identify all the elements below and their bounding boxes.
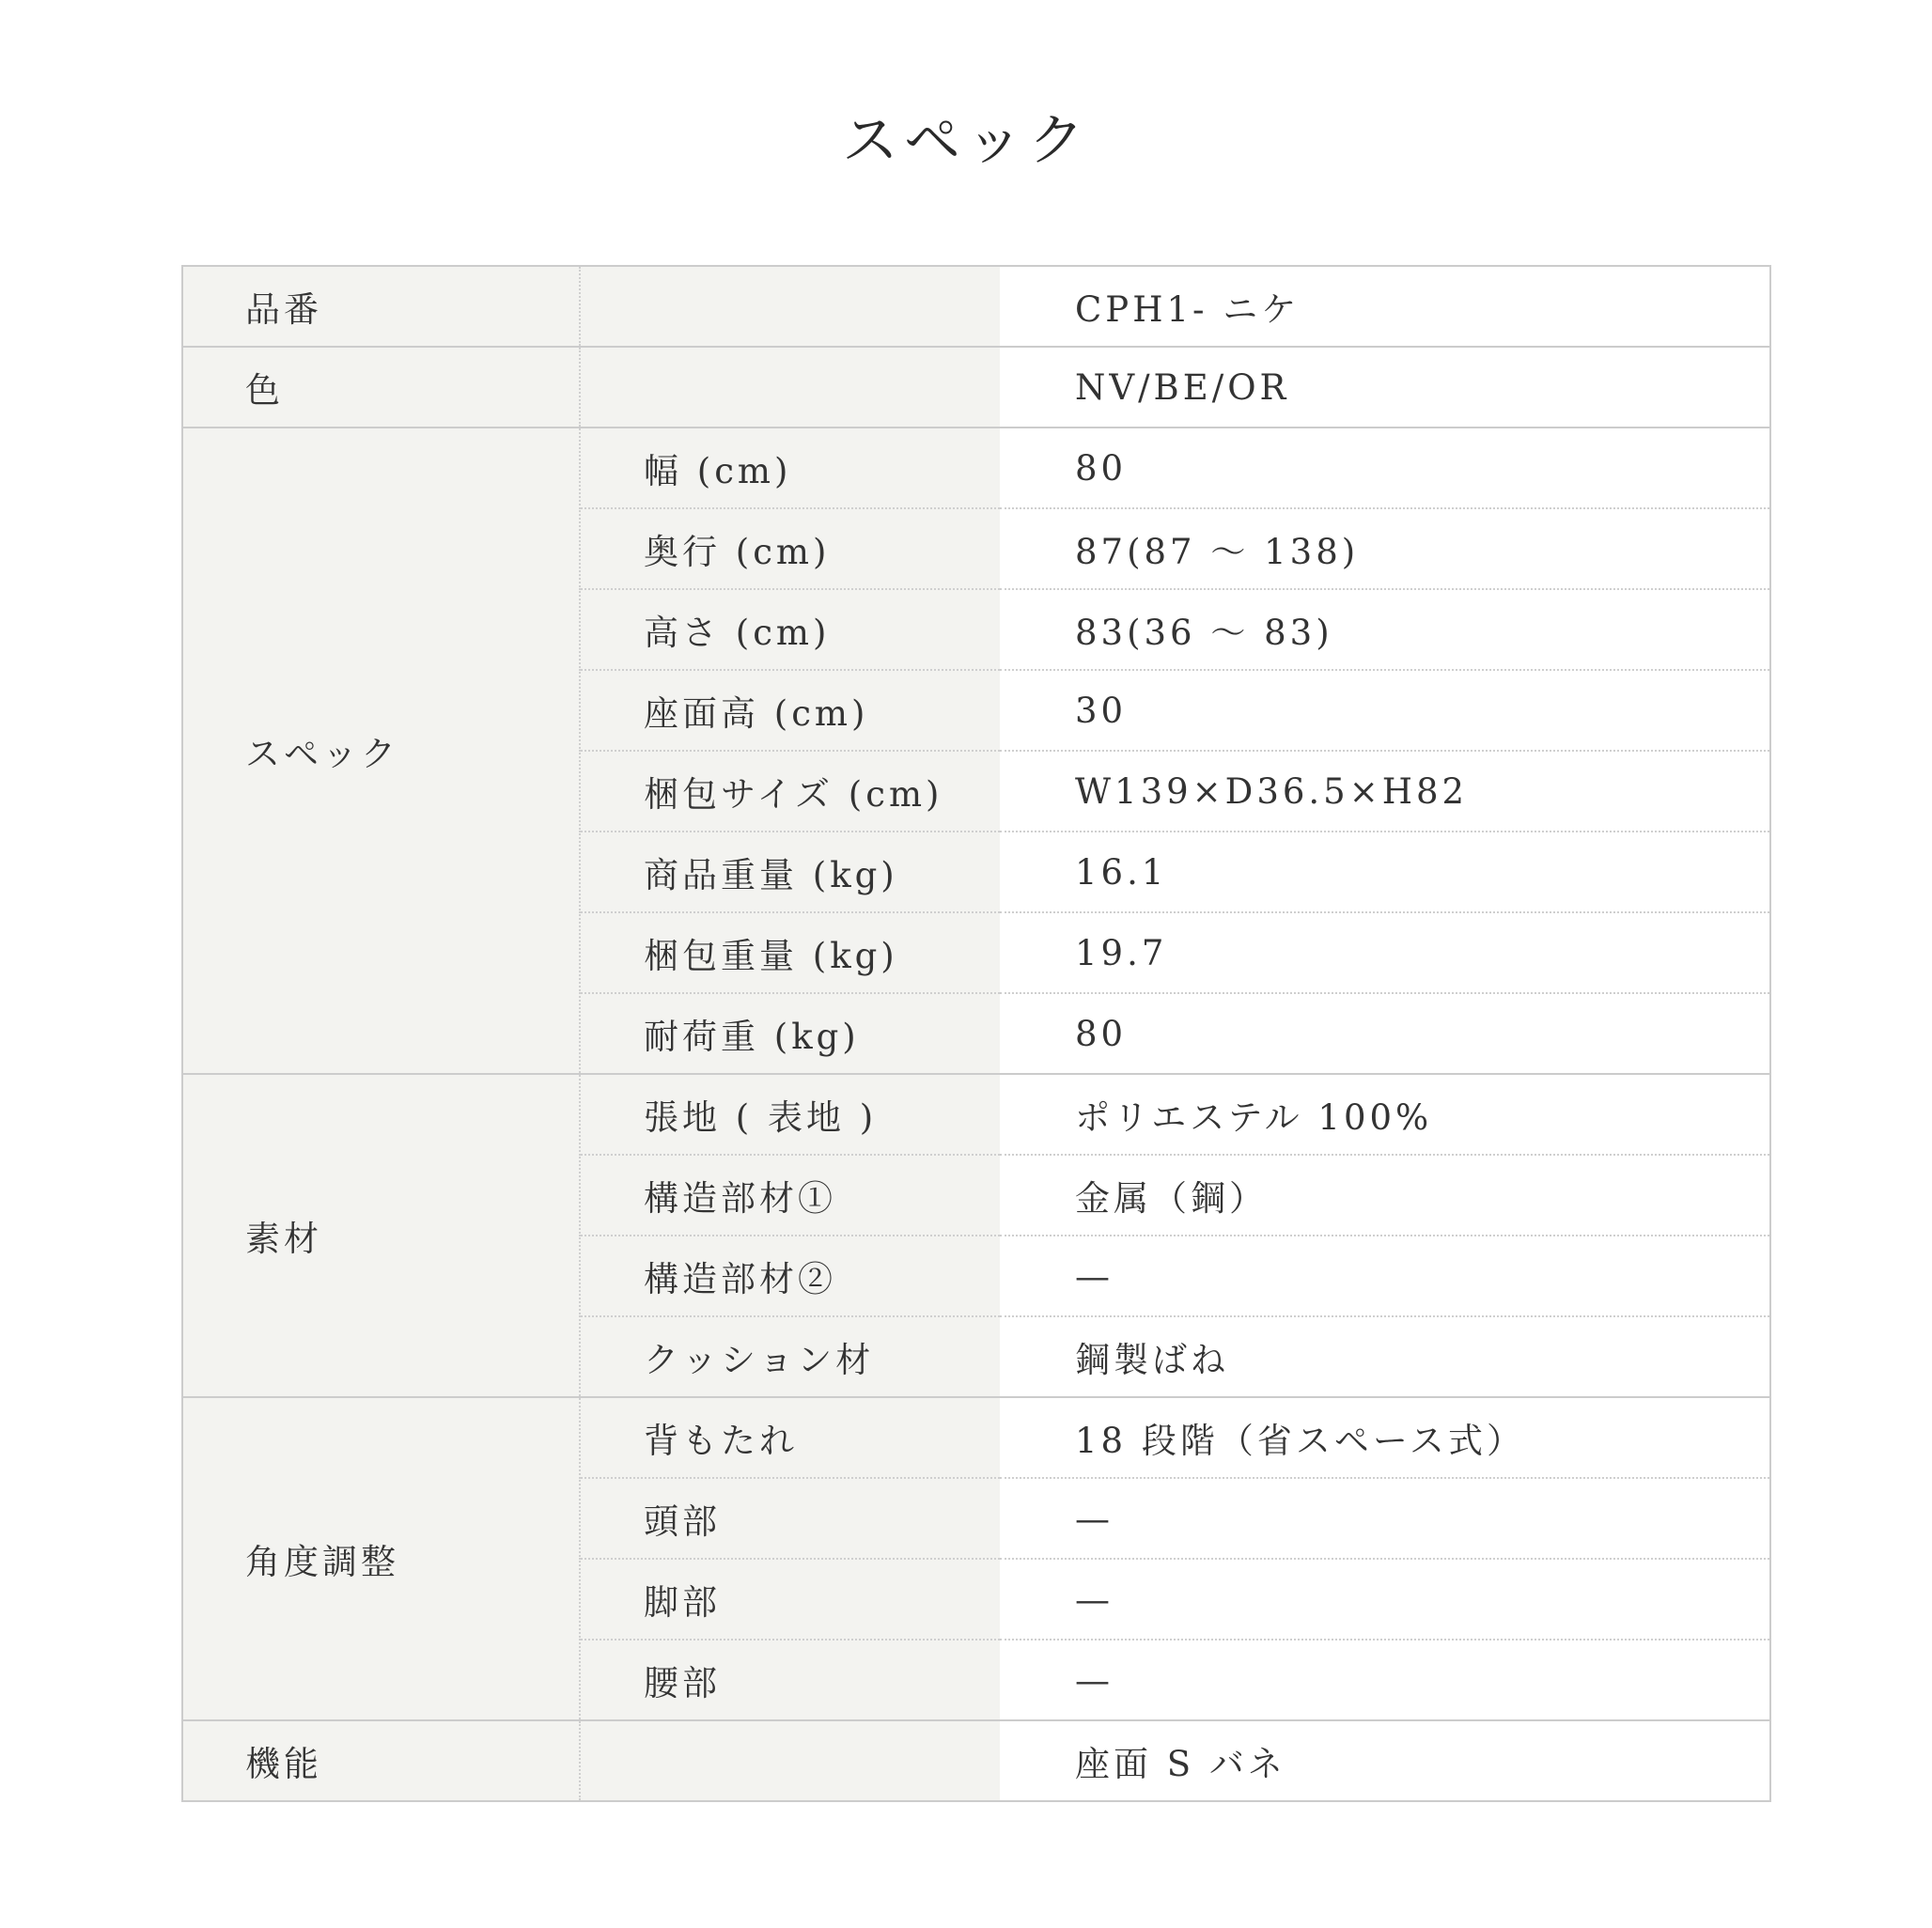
row-value: 18 段階（省スペース式） <box>1000 1397 1770 1478</box>
row-label-model: 品番 <box>182 266 580 347</box>
row-value: — <box>1000 1236 1770 1316</box>
row-value: — <box>1000 1478 1770 1559</box>
row-value: 金属（鋼） <box>1000 1155 1770 1236</box>
row-value-color: NV/BE/OR <box>1000 347 1770 428</box>
table-row <box>182 1397 1770 1478</box>
row-value: 16.1 <box>1000 832 1770 912</box>
row-value: 30 <box>1000 670 1770 751</box>
group-label-angle: 角度調整 <box>182 1397 580 1720</box>
row-value-function: 座面 S バネ <box>1000 1720 1770 1801</box>
row-label-color: 色 <box>182 347 580 428</box>
spec-table <box>181 265 1771 1802</box>
row-sublabel-empty <box>580 347 1000 428</box>
group-label-material: 素材 <box>182 1074 580 1397</box>
table-row-function <box>182 1720 1770 1801</box>
table-row <box>182 1074 1770 1155</box>
row-sublabel: 構造部材① <box>580 1155 1000 1236</box>
row-value: 80 <box>1000 428 1770 508</box>
row-sublabel: 張地 ( 表地 ) <box>580 1074 1000 1155</box>
row-value: ポリエステル 100% <box>1000 1074 1770 1155</box>
row-value: — <box>1000 1640 1770 1720</box>
row-value: 19.7 <box>1000 912 1770 993</box>
row-value: 鋼製ばね <box>1000 1316 1770 1397</box>
row-sublabel: 耐荷重 (kg) <box>580 993 1000 1074</box>
row-value: 87(87 ～ 138) <box>1000 508 1770 589</box>
table-row-model <box>182 266 1770 347</box>
row-sublabel: 座面高 (cm) <box>580 670 1000 751</box>
row-sublabel: 腰部 <box>580 1640 1000 1720</box>
row-value-model: CPH1- ニケ <box>1000 266 1770 347</box>
row-value: 83(36 ～ 83) <box>1000 589 1770 670</box>
group-label-spec: スペック <box>182 428 580 1074</box>
row-sublabel-empty <box>580 1720 1000 1801</box>
row-value: — <box>1000 1559 1770 1640</box>
row-sublabel: 背もたれ <box>580 1397 1000 1478</box>
row-sublabel: 梱包サイズ (cm) <box>580 751 1000 832</box>
row-sublabel: クッション材 <box>580 1316 1000 1397</box>
row-sublabel: 構造部材② <box>580 1236 1000 1316</box>
row-sublabel: 商品重量 (kg) <box>580 832 1000 912</box>
row-sublabel: 脚部 <box>580 1559 1000 1640</box>
row-sublabel: 頭部 <box>580 1478 1000 1559</box>
table-row <box>182 428 1770 508</box>
row-sublabel: 奥行 (cm) <box>580 508 1000 589</box>
row-value: 80 <box>1000 993 1770 1074</box>
row-sublabel: 幅 (cm) <box>580 428 1000 508</box>
row-sublabel: 梱包重量 (kg) <box>580 912 1000 993</box>
row-value: W139×D36.5×H82 <box>1000 751 1770 832</box>
page-title: スペック <box>842 108 1090 174</box>
table-row-color <box>182 347 1770 428</box>
row-label-function: 機能 <box>182 1720 580 1801</box>
row-sublabel: 高さ (cm) <box>580 589 1000 670</box>
row-sublabel-empty <box>580 266 1000 347</box>
